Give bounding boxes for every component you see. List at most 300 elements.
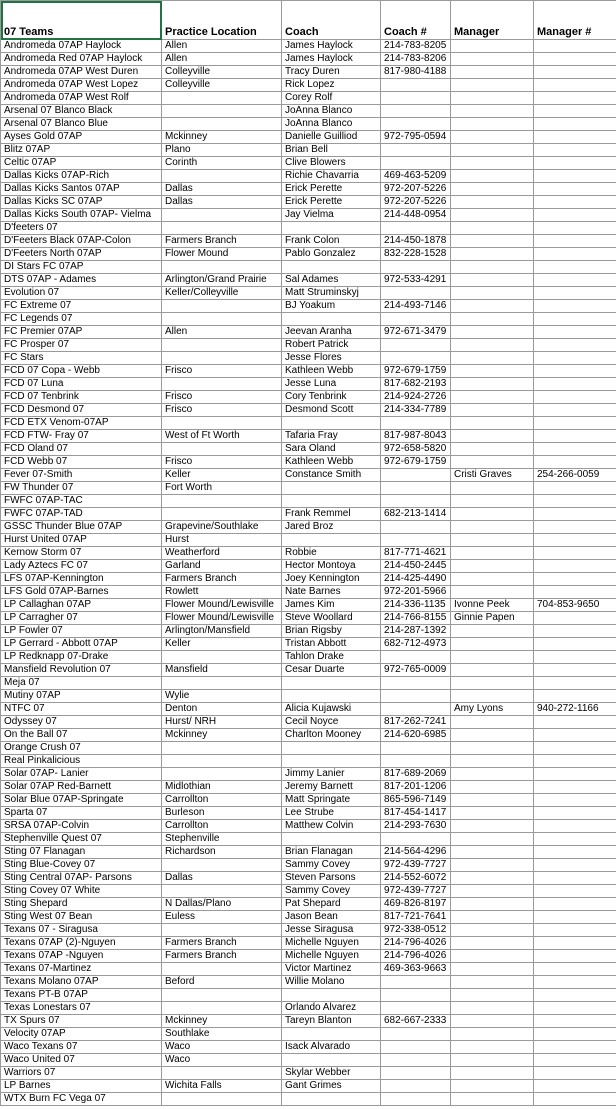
- team-cell[interactable]: Celtic 07AP: [1, 157, 162, 170]
- practice-location-cell[interactable]: Carrollton: [162, 794, 282, 807]
- manager-phone-cell[interactable]: [534, 508, 616, 521]
- manager-cell[interactable]: [451, 92, 534, 105]
- team-cell[interactable]: Sting Shepard: [1, 898, 162, 911]
- coach-phone-cell[interactable]: 214-425-4490: [381, 573, 451, 586]
- manager-cell[interactable]: [451, 1002, 534, 1015]
- practice-location-cell[interactable]: [162, 313, 282, 326]
- coach-cell[interactable]: Cory Tenbrink: [282, 391, 381, 404]
- practice-location-cell[interactable]: Arlington/Grand Prairie: [162, 274, 282, 287]
- coach-phone-cell[interactable]: [381, 677, 451, 690]
- practice-location-cell[interactable]: Garland: [162, 560, 282, 573]
- team-cell[interactable]: FW Thunder 07: [1, 482, 162, 495]
- practice-location-cell[interactable]: [162, 768, 282, 781]
- team-cell[interactable]: Dallas Kicks South 07AP- Vielma: [1, 209, 162, 222]
- coach-cell[interactable]: Steven Parsons: [282, 872, 381, 885]
- team-cell[interactable]: FWFC 07AP-TAC: [1, 495, 162, 508]
- manager-phone-cell[interactable]: [534, 482, 616, 495]
- manager-cell[interactable]: [451, 508, 534, 521]
- coach-cell[interactable]: [282, 534, 381, 547]
- team-cell[interactable]: LP Fowler 07: [1, 625, 162, 638]
- coach-phone-cell[interactable]: 832-228-1528: [381, 248, 451, 261]
- manager-cell[interactable]: [451, 807, 534, 820]
- practice-location-cell[interactable]: Flower Mound: [162, 248, 282, 261]
- practice-location-cell[interactable]: Grapevine/Southlake: [162, 521, 282, 534]
- coach-phone-cell[interactable]: [381, 118, 451, 131]
- manager-phone-cell[interactable]: [534, 183, 616, 196]
- coach-phone-cell[interactable]: 817-721-7641: [381, 911, 451, 924]
- manager-cell[interactable]: [451, 794, 534, 807]
- coach-cell[interactable]: James Kim: [282, 599, 381, 612]
- manager-cell[interactable]: [451, 79, 534, 92]
- manager-cell[interactable]: [451, 456, 534, 469]
- team-cell[interactable]: Meja 07: [1, 677, 162, 690]
- coach-cell[interactable]: Jesse Flores: [282, 352, 381, 365]
- team-cell[interactable]: Andromeda 07AP West Duren: [1, 66, 162, 79]
- coach-cell[interactable]: Tafaria Fray: [282, 430, 381, 443]
- coach-phone-cell[interactable]: [381, 534, 451, 547]
- practice-location-cell[interactable]: Farmers Branch: [162, 937, 282, 950]
- practice-location-cell[interactable]: Southlake: [162, 1028, 282, 1041]
- manager-cell[interactable]: [451, 690, 534, 703]
- manager-phone-cell[interactable]: [534, 92, 616, 105]
- team-cell[interactable]: Texas Lonestars 07: [1, 1002, 162, 1015]
- team-cell[interactable]: Texans Molano 07AP: [1, 976, 162, 989]
- manager-cell[interactable]: [451, 755, 534, 768]
- coach-phone-cell[interactable]: 972-679-1759: [381, 365, 451, 378]
- coach-cell[interactable]: James Haylock: [282, 53, 381, 66]
- manager-phone-cell[interactable]: [534, 53, 616, 66]
- header-practice-location[interactable]: Practice Location: [162, 1, 282, 40]
- manager-cell[interactable]: [451, 365, 534, 378]
- coach-cell[interactable]: [282, 482, 381, 495]
- coach-cell[interactable]: Matt Springate: [282, 794, 381, 807]
- manager-phone-cell[interactable]: [534, 638, 616, 651]
- manager-cell[interactable]: [451, 1067, 534, 1080]
- team-cell[interactable]: Andromeda 07AP West Rolf: [1, 92, 162, 105]
- practice-location-cell[interactable]: Allen: [162, 326, 282, 339]
- team-cell[interactable]: Texans PT-B 07AP: [1, 989, 162, 1002]
- manager-phone-cell[interactable]: [534, 560, 616, 573]
- coach-phone-cell[interactable]: 972-439-7727: [381, 859, 451, 872]
- coach-phone-cell[interactable]: [381, 144, 451, 157]
- coach-phone-cell[interactable]: [381, 1002, 451, 1015]
- coach-cell[interactable]: Matthew Colvin: [282, 820, 381, 833]
- coach-phone-cell[interactable]: [381, 482, 451, 495]
- coach-cell[interactable]: Jason Bean: [282, 911, 381, 924]
- manager-phone-cell[interactable]: [534, 911, 616, 924]
- coach-phone-cell[interactable]: 817-980-4188: [381, 66, 451, 79]
- manager-phone-cell[interactable]: [534, 794, 616, 807]
- coach-phone-cell[interactable]: 972-439-7727: [381, 885, 451, 898]
- manager-phone-cell[interactable]: [534, 534, 616, 547]
- practice-location-cell[interactable]: Stephenville: [162, 833, 282, 846]
- coach-phone-cell[interactable]: [381, 352, 451, 365]
- manager-cell[interactable]: [451, 222, 534, 235]
- team-cell[interactable]: D'feeters 07: [1, 222, 162, 235]
- team-cell[interactable]: Real Pinkalicious: [1, 755, 162, 768]
- manager-phone-cell[interactable]: [534, 677, 616, 690]
- manager-phone-cell[interactable]: [534, 222, 616, 235]
- manager-cell[interactable]: [451, 287, 534, 300]
- coach-phone-cell[interactable]: 972-795-0594: [381, 131, 451, 144]
- manager-phone-cell[interactable]: [534, 118, 616, 131]
- manager-cell[interactable]: [451, 183, 534, 196]
- manager-cell[interactable]: Ivonne Peek: [451, 599, 534, 612]
- manager-cell[interactable]: [451, 534, 534, 547]
- coach-phone-cell[interactable]: [381, 1054, 451, 1067]
- practice-location-cell[interactable]: Waco: [162, 1054, 282, 1067]
- manager-cell[interactable]: [451, 326, 534, 339]
- coach-cell[interactable]: JoAnna Blanco: [282, 105, 381, 118]
- practice-location-cell[interactable]: [162, 1067, 282, 1080]
- manager-cell[interactable]: [451, 170, 534, 183]
- manager-phone-cell[interactable]: [534, 1054, 616, 1067]
- team-cell[interactable]: Dallas Kicks Santos 07AP: [1, 183, 162, 196]
- coach-cell[interactable]: [282, 313, 381, 326]
- manager-cell[interactable]: [451, 339, 534, 352]
- manager-phone-cell[interactable]: [534, 235, 616, 248]
- manager-phone-cell[interactable]: [534, 872, 616, 885]
- team-cell[interactable]: Sting Central 07AP- Parsons: [1, 872, 162, 885]
- manager-cell[interactable]: [451, 352, 534, 365]
- coach-cell[interactable]: Corey Rolf: [282, 92, 381, 105]
- coach-phone-cell[interactable]: [381, 287, 451, 300]
- practice-location-cell[interactable]: Mckinney: [162, 1015, 282, 1028]
- coach-cell[interactable]: Lee Strube: [282, 807, 381, 820]
- practice-location-cell[interactable]: [162, 755, 282, 768]
- manager-cell[interactable]: [451, 911, 534, 924]
- practice-location-cell[interactable]: N Dallas/Plano: [162, 898, 282, 911]
- coach-phone-cell[interactable]: 214-336-1135: [381, 599, 451, 612]
- practice-location-cell[interactable]: Colleyville: [162, 79, 282, 92]
- manager-phone-cell[interactable]: [534, 586, 616, 599]
- manager-phone-cell[interactable]: [534, 1041, 616, 1054]
- coach-phone-cell[interactable]: [381, 157, 451, 170]
- practice-location-cell[interactable]: [162, 170, 282, 183]
- team-cell[interactable]: WTX Burn FC Vega 07: [1, 1093, 162, 1106]
- manager-cell[interactable]: [451, 443, 534, 456]
- practice-location-cell[interactable]: [162, 118, 282, 131]
- manager-cell[interactable]: [451, 1093, 534, 1106]
- manager-cell[interactable]: [451, 1015, 534, 1028]
- manager-phone-cell[interactable]: [534, 287, 616, 300]
- coach-cell[interactable]: Frank Remmel: [282, 508, 381, 521]
- coach-phone-cell[interactable]: [381, 690, 451, 703]
- team-cell[interactable]: FWFC 07AP-TAD: [1, 508, 162, 521]
- team-cell[interactable]: FCD ETX Venom-07AP: [1, 417, 162, 430]
- practice-location-cell[interactable]: Dallas: [162, 872, 282, 885]
- manager-cell[interactable]: [451, 586, 534, 599]
- practice-location-cell[interactable]: Midlothian: [162, 781, 282, 794]
- coach-cell[interactable]: Jimmy Lanier: [282, 768, 381, 781]
- manager-cell[interactable]: [451, 833, 534, 846]
- coach-phone-cell[interactable]: 469-463-5209: [381, 170, 451, 183]
- practice-location-cell[interactable]: Frisco: [162, 456, 282, 469]
- manager-phone-cell[interactable]: [534, 404, 616, 417]
- practice-location-cell[interactable]: [162, 339, 282, 352]
- coach-phone-cell[interactable]: 972-338-0512: [381, 924, 451, 937]
- coach-phone-cell[interactable]: 972-679-1759: [381, 456, 451, 469]
- coach-phone-cell[interactable]: 214-783-8206: [381, 53, 451, 66]
- practice-location-cell[interactable]: Plano: [162, 144, 282, 157]
- manager-cell[interactable]: [451, 729, 534, 742]
- coach-phone-cell[interactable]: [381, 495, 451, 508]
- manager-phone-cell[interactable]: [534, 521, 616, 534]
- team-cell[interactable]: Andromeda 07AP West Lopez: [1, 79, 162, 92]
- coach-cell[interactable]: Danielle Guilliod: [282, 131, 381, 144]
- practice-location-cell[interactable]: Corinth: [162, 157, 282, 170]
- coach-phone-cell[interactable]: 682-213-1414: [381, 508, 451, 521]
- manager-cell[interactable]: [451, 664, 534, 677]
- coach-cell[interactable]: Hector Montoya: [282, 560, 381, 573]
- coach-phone-cell[interactable]: 214-620-6985: [381, 729, 451, 742]
- practice-location-cell[interactable]: [162, 508, 282, 521]
- manager-phone-cell[interactable]: [534, 846, 616, 859]
- practice-location-cell[interactable]: Frisco: [162, 365, 282, 378]
- practice-location-cell[interactable]: Fort Worth: [162, 482, 282, 495]
- practice-location-cell[interactable]: Keller: [162, 469, 282, 482]
- manager-cell[interactable]: [451, 274, 534, 287]
- practice-location-cell[interactable]: [162, 378, 282, 391]
- manager-phone-cell[interactable]: [534, 950, 616, 963]
- team-cell[interactable]: Evolution 07: [1, 287, 162, 300]
- coach-phone-cell[interactable]: 817-771-4621: [381, 547, 451, 560]
- manager-cell[interactable]: [451, 261, 534, 274]
- team-cell[interactable]: FCD 07 Copa - Webb: [1, 365, 162, 378]
- team-cell[interactable]: DTS 07AP - Adames: [1, 274, 162, 287]
- team-cell[interactable]: Solar Blue 07AP-Springate: [1, 794, 162, 807]
- team-cell[interactable]: SRSA 07AP-Colvin: [1, 820, 162, 833]
- coach-phone-cell[interactable]: [381, 703, 451, 716]
- coach-cell[interactable]: Erick Perette: [282, 183, 381, 196]
- coach-cell[interactable]: Charlton Mooney: [282, 729, 381, 742]
- team-cell[interactable]: Sting 07 Flanagan: [1, 846, 162, 859]
- practice-location-cell[interactable]: Farmers Branch: [162, 235, 282, 248]
- manager-phone-cell[interactable]: [534, 1002, 616, 1015]
- coach-cell[interactable]: Nate Barnes: [282, 586, 381, 599]
- team-cell[interactable]: LFS 07AP-Kennington: [1, 573, 162, 586]
- practice-location-cell[interactable]: [162, 495, 282, 508]
- manager-phone-cell[interactable]: [534, 456, 616, 469]
- team-cell[interactable]: Mansfield Revolution 07: [1, 664, 162, 677]
- manager-cell[interactable]: [451, 781, 534, 794]
- practice-location-cell[interactable]: Flower Mound/Lewisville: [162, 599, 282, 612]
- team-cell[interactable]: LP Gerrard - Abbott 07AP: [1, 638, 162, 651]
- practice-location-cell[interactable]: [162, 1002, 282, 1015]
- coach-cell[interactable]: Brian Rigsby: [282, 625, 381, 638]
- manager-cell[interactable]: [451, 40, 534, 53]
- manager-phone-cell[interactable]: [534, 1028, 616, 1041]
- team-cell[interactable]: Dallas Kicks 07AP-Rich: [1, 170, 162, 183]
- manager-phone-cell[interactable]: [534, 105, 616, 118]
- coach-phone-cell[interactable]: [381, 79, 451, 92]
- team-cell[interactable]: FC Legends 07: [1, 313, 162, 326]
- practice-location-cell[interactable]: [162, 105, 282, 118]
- manager-cell[interactable]: [451, 521, 534, 534]
- practice-location-cell[interactable]: [162, 651, 282, 664]
- team-cell[interactable]: FC Stars: [1, 352, 162, 365]
- manager-phone-cell[interactable]: [534, 573, 616, 586]
- manager-phone-cell[interactable]: [534, 326, 616, 339]
- manager-cell[interactable]: [451, 1028, 534, 1041]
- practice-location-cell[interactable]: Frisco: [162, 391, 282, 404]
- practice-location-cell[interactable]: Frisco: [162, 404, 282, 417]
- manager-cell[interactable]: [451, 560, 534, 573]
- practice-location-cell[interactable]: Waco: [162, 1041, 282, 1054]
- manager-phone-cell[interactable]: [534, 547, 616, 560]
- coach-phone-cell[interactable]: 972-201-5966: [381, 586, 451, 599]
- coach-phone-cell[interactable]: [381, 1093, 451, 1106]
- coach-phone-cell[interactable]: 972-658-5820: [381, 443, 451, 456]
- coach-phone-cell[interactable]: 817-682-2193: [381, 378, 451, 391]
- coach-cell[interactable]: BJ Yoakum: [282, 300, 381, 313]
- practice-location-cell[interactable]: [162, 209, 282, 222]
- practice-location-cell[interactable]: Dallas: [162, 183, 282, 196]
- team-cell[interactable]: Warriors 07: [1, 1067, 162, 1080]
- practice-location-cell[interactable]: Wichita Falls: [162, 1080, 282, 1093]
- team-cell[interactable]: Mutiny 07AP: [1, 690, 162, 703]
- manager-cell[interactable]: [451, 144, 534, 157]
- team-cell[interactable]: Sting Blue-Covey 07: [1, 859, 162, 872]
- practice-location-cell[interactable]: [162, 300, 282, 313]
- manager-cell[interactable]: [451, 950, 534, 963]
- practice-location-cell[interactable]: Flower Mound/Lewisville: [162, 612, 282, 625]
- manager-cell[interactable]: [451, 677, 534, 690]
- team-cell[interactable]: Ayses Gold 07AP: [1, 131, 162, 144]
- practice-location-cell[interactable]: Mckinney: [162, 131, 282, 144]
- manager-cell[interactable]: [451, 625, 534, 638]
- coach-phone-cell[interactable]: 972-207-5226: [381, 196, 451, 209]
- practice-location-cell[interactable]: Weatherford: [162, 547, 282, 560]
- coach-phone-cell[interactable]: 214-450-2445: [381, 560, 451, 573]
- manager-phone-cell[interactable]: [534, 313, 616, 326]
- practice-location-cell[interactable]: Denton: [162, 703, 282, 716]
- coach-phone-cell[interactable]: 214-783-8205: [381, 40, 451, 53]
- manager-cell[interactable]: [451, 547, 534, 560]
- manager-phone-cell[interactable]: [534, 716, 616, 729]
- team-cell[interactable]: Solar 07AP Red-Barnett: [1, 781, 162, 794]
- coach-cell[interactable]: Steve Woollard: [282, 612, 381, 625]
- manager-phone-cell[interactable]: [534, 443, 616, 456]
- manager-phone-cell[interactable]: [534, 885, 616, 898]
- coach-phone-cell[interactable]: 469-363-9663: [381, 963, 451, 976]
- manager-phone-cell[interactable]: [534, 66, 616, 79]
- practice-location-cell[interactable]: Farmers Branch: [162, 950, 282, 963]
- coach-cell[interactable]: Jeremy Barnett: [282, 781, 381, 794]
- practice-location-cell[interactable]: Colleyville: [162, 66, 282, 79]
- practice-location-cell[interactable]: Mckinney: [162, 729, 282, 742]
- coach-cell[interactable]: Brian Flanagan: [282, 846, 381, 859]
- coach-phone-cell[interactable]: 682-712-4973: [381, 638, 451, 651]
- coach-cell[interactable]: Rick Lopez: [282, 79, 381, 92]
- team-cell[interactable]: Andromeda Red 07AP Haylock: [1, 53, 162, 66]
- manager-phone-cell[interactable]: [534, 898, 616, 911]
- coach-phone-cell[interactable]: 972-671-3479: [381, 326, 451, 339]
- manager-phone-cell[interactable]: [534, 261, 616, 274]
- manager-cell[interactable]: [451, 573, 534, 586]
- manager-phone-cell[interactable]: [534, 144, 616, 157]
- coach-cell[interactable]: [282, 417, 381, 430]
- coach-phone-cell[interactable]: [381, 339, 451, 352]
- manager-phone-cell[interactable]: [534, 391, 616, 404]
- coach-phone-cell[interactable]: [381, 742, 451, 755]
- manager-phone-cell[interactable]: [534, 833, 616, 846]
- practice-location-cell[interactable]: Allen: [162, 53, 282, 66]
- coach-cell[interactable]: [282, 222, 381, 235]
- manager-cell[interactable]: [451, 313, 534, 326]
- team-cell[interactable]: Velocity 07AP: [1, 1028, 162, 1041]
- coach-phone-cell[interactable]: 865-596-7149: [381, 794, 451, 807]
- team-cell[interactable]: Kernow Storm 07: [1, 547, 162, 560]
- manager-cell[interactable]: Ginnie Papen: [451, 612, 534, 625]
- coach-cell[interactable]: [282, 677, 381, 690]
- manager-cell[interactable]: [451, 846, 534, 859]
- team-cell[interactable]: FCD Desmond 07: [1, 404, 162, 417]
- coach-cell[interactable]: Jesse Siragusa: [282, 924, 381, 937]
- manager-cell[interactable]: [451, 482, 534, 495]
- team-cell[interactable]: D'Feeters Black 07AP-Colon: [1, 235, 162, 248]
- team-cell[interactable]: DI Stars FC 07AP: [1, 261, 162, 274]
- header-coach-phone[interactable]: Coach #: [381, 1, 451, 40]
- manager-cell[interactable]: [451, 976, 534, 989]
- coach-phone-cell[interactable]: [381, 976, 451, 989]
- team-cell[interactable]: Blitz 07AP: [1, 144, 162, 157]
- manager-phone-cell[interactable]: [534, 430, 616, 443]
- coach-cell[interactable]: Robert Patrick: [282, 339, 381, 352]
- manager-phone-cell[interactable]: [534, 1093, 616, 1106]
- manager-phone-cell[interactable]: [534, 781, 616, 794]
- manager-cell[interactable]: [451, 963, 534, 976]
- manager-phone-cell[interactable]: [534, 300, 616, 313]
- coach-cell[interactable]: Jeevan Aranha: [282, 326, 381, 339]
- manager-cell[interactable]: [451, 53, 534, 66]
- coach-cell[interactable]: [282, 742, 381, 755]
- coach-cell[interactable]: Richie Chavarria: [282, 170, 381, 183]
- manager-phone-cell[interactable]: [534, 963, 616, 976]
- practice-location-cell[interactable]: Keller: [162, 638, 282, 651]
- team-cell[interactable]: LP Callaghan 07AP: [1, 599, 162, 612]
- coach-cell[interactable]: Clive Blowers: [282, 157, 381, 170]
- team-cell[interactable]: Texans 07AP -Nguyen: [1, 950, 162, 963]
- coach-phone-cell[interactable]: 817-454-1417: [381, 807, 451, 820]
- manager-cell[interactable]: [451, 495, 534, 508]
- header-teams[interactable]: 07 Teams: [1, 1, 162, 40]
- coach-phone-cell[interactable]: [381, 1041, 451, 1054]
- practice-location-cell[interactable]: Euless: [162, 911, 282, 924]
- team-cell[interactable]: FC Extreme 07: [1, 300, 162, 313]
- team-cell[interactable]: FCD 07 Tenbrink: [1, 391, 162, 404]
- coach-cell[interactable]: Pat Shepard: [282, 898, 381, 911]
- team-cell[interactable]: Andromeda 07AP Haylock: [1, 40, 162, 53]
- coach-cell[interactable]: [282, 495, 381, 508]
- coach-cell[interactable]: Joey Kennington: [282, 573, 381, 586]
- coach-phone-cell[interactable]: 214-796-4026: [381, 950, 451, 963]
- coach-cell[interactable]: Tristan Abbott: [282, 638, 381, 651]
- team-cell[interactable]: FCD 07 Luna: [1, 378, 162, 391]
- manager-phone-cell[interactable]: [534, 755, 616, 768]
- manager-cell[interactable]: [451, 820, 534, 833]
- practice-location-cell[interactable]: West of Ft Worth: [162, 430, 282, 443]
- coach-cell[interactable]: Tareyn Blanton: [282, 1015, 381, 1028]
- coach-cell[interactable]: [282, 690, 381, 703]
- team-cell[interactable]: Texans 07AP (2)-Nguyen: [1, 937, 162, 950]
- team-cell[interactable]: LP Redknapp 07-Drake: [1, 651, 162, 664]
- coach-phone-cell[interactable]: 972-765-0009: [381, 664, 451, 677]
- coach-cell[interactable]: Michelle Nguyen: [282, 937, 381, 950]
- practice-location-cell[interactable]: [162, 417, 282, 430]
- practice-location-cell[interactable]: Farmers Branch: [162, 573, 282, 586]
- coach-phone-cell[interactable]: 817-689-2069: [381, 768, 451, 781]
